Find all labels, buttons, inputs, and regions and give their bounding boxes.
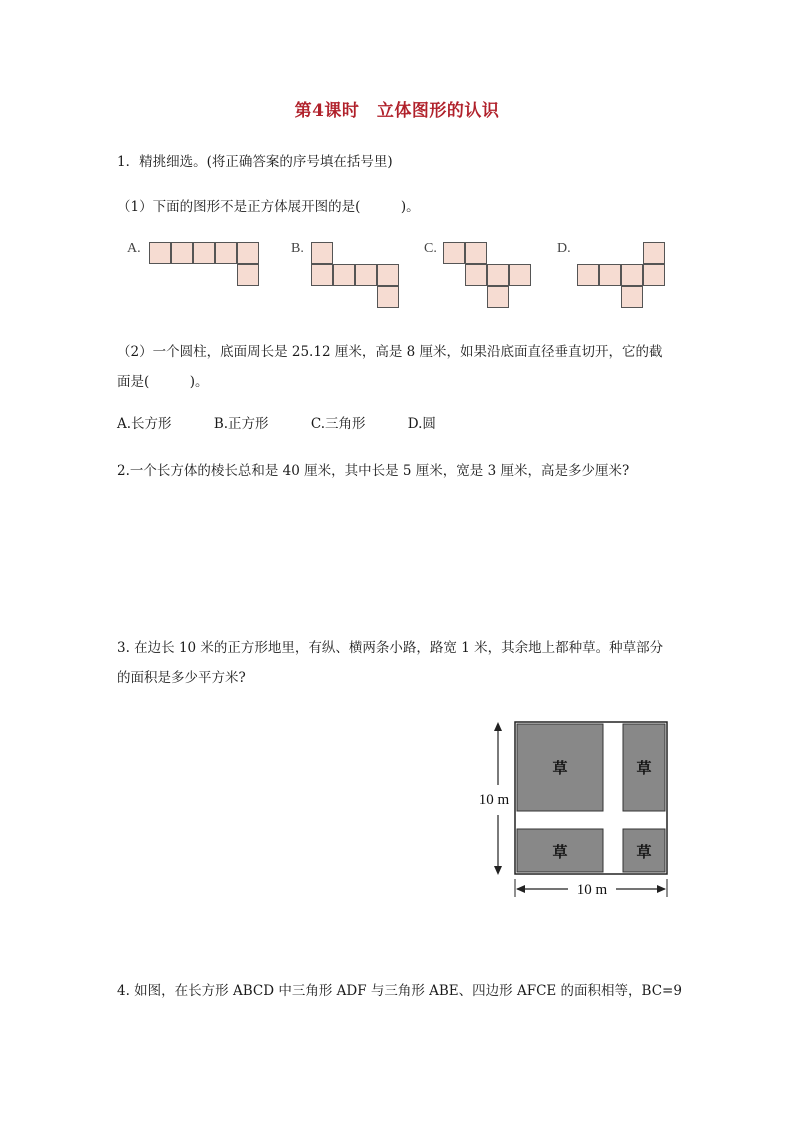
option-circle: D.圆 xyxy=(407,416,436,432)
width-label: 10 m xyxy=(576,882,608,898)
question-1-2-stem-line2: 面是( )。 xyxy=(117,374,209,390)
height-arrow-up xyxy=(494,722,502,731)
grass-label-4: 草 xyxy=(636,843,652,861)
option-square: B.正方形 xyxy=(213,416,269,432)
grass-label-2: 草 xyxy=(636,759,652,777)
question-1-heading: 1．精挑细选。(将正确答案的序号填在括号里) xyxy=(117,154,393,170)
option-d-label: D. xyxy=(557,241,571,256)
page-title: 第4课时 立体图形的认识 xyxy=(294,101,500,121)
question-2-text: 2.一个长方体的棱长总和是 40 厘米，其中长是 5 厘米，宽是 3 厘米，高是多少厘米? xyxy=(117,463,630,479)
question-3-line2: 的面积是多少平方米? xyxy=(117,670,246,686)
question-3-line1: 3. 在边长 10 米的正方形地里，有纵、横两条小路，路宽 1 米，其余地上都种草。种草部分 xyxy=(117,640,664,656)
question-1-2-options xyxy=(117,414,474,434)
grass-field-figure xyxy=(470,715,680,905)
option-b-label: B. xyxy=(291,241,304,256)
option-c-label: C. xyxy=(424,241,437,256)
height-arrow-down xyxy=(494,866,502,875)
width-arrow-right xyxy=(657,885,666,893)
width-arrow-left xyxy=(516,885,525,893)
question-1-1-stem: （1）下面的图形不是正方体展开图的是( )。 xyxy=(117,199,420,215)
height-label: 10 m xyxy=(478,792,510,808)
option-triangle: C.三角形 xyxy=(310,416,366,432)
grass-label-1: 草 xyxy=(552,759,568,777)
option-rectangle: A.长方形 xyxy=(117,416,172,432)
grass-label-3: 草 xyxy=(552,843,568,861)
question-4-text: 4. 如图，在长方形 ABCD 中三角形 ADF 与三角形 ABE、四边形 AFCE 的面积相等，BC=9 xyxy=(117,983,682,999)
option-a-label: A. xyxy=(127,241,141,256)
question-1-2-stem-line1: （2）一个圆柱，底面周长是 25.12 厘米，高是 8 厘米，如果沿底面直径垂直切开，它的截 xyxy=(117,344,663,360)
